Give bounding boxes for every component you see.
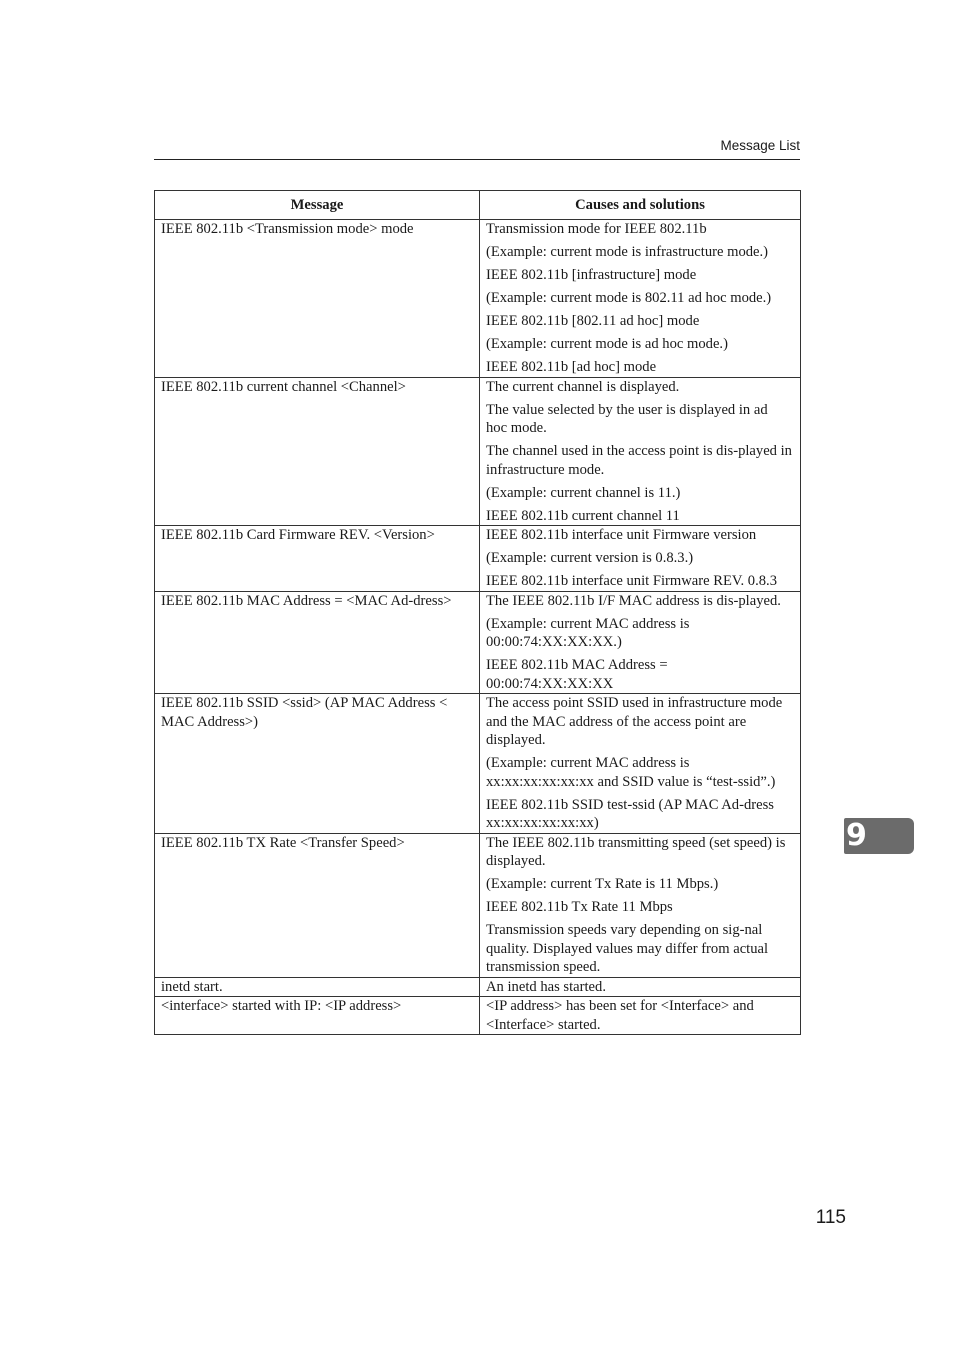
running-header: Message List	[720, 138, 800, 153]
message-table	[154, 190, 801, 1035]
message-cell: inetd start.	[155, 977, 480, 997]
column-header-message: Message	[155, 191, 480, 220]
cause-line: The current channel is displayed.	[486, 378, 680, 395]
table-row	[155, 694, 801, 834]
cause-line: The IEEE 802.11b transmitting speed (set speed) is displayed.	[486, 834, 786, 869]
cause-line: The channel used in the access point is dis-played in infrastructure mode.	[486, 443, 792, 478]
chapter-tab: 9	[844, 818, 914, 854]
causes-cell	[480, 694, 801, 834]
table-row	[155, 526, 801, 592]
cause-line: <IP address> has been set for <Interface> and <Interface> started.	[486, 998, 754, 1033]
table-row	[155, 977, 801, 997]
cause-line: IEEE 802.11b current channel 11	[486, 507, 680, 524]
cause-line: IEEE 802.11b SSID test-ssid (AP MAC Ad-dress xx:xx:xx:xx:xx:xx)	[486, 796, 774, 831]
cause-line: The value selected by the user is displayed in ad hoc mode.	[486, 401, 768, 436]
causes-cell	[480, 377, 801, 526]
message-cell: IEEE 802.11b Card Firmware REV. <Version>	[155, 526, 480, 592]
cause-line: IEEE 802.11b interface unit Firmware version	[486, 527, 757, 543]
causes-cell	[480, 591, 801, 694]
cause-line: (Example: current version is 0.8.3.)	[486, 550, 694, 566]
cause-line: (Example: current mode is 802.11 ad hoc mode.)	[486, 290, 772, 306]
message-cell: IEEE 802.11b SSID <ssid> (AP MAC Address < MAC Address>)	[155, 694, 480, 834]
message-cell: IEEE 802.11b TX Rate <Transfer Speed>	[155, 833, 480, 977]
message-cell: IEEE 802.11b current channel <Channel>	[155, 377, 480, 526]
message-cell: <interface> started with IP: <IP address>	[155, 997, 480, 1035]
cause-line: IEEE 802.11b MAC Address = 00:00:74:XX:XX:XX	[486, 657, 668, 692]
cause-line: (Example: current mode is infrastructure mode.)	[486, 244, 769, 260]
cause-line: (Example: current MAC address is xx:xx:xx:xx:xx:xx and SSID value is “test-ssid”.)	[486, 755, 776, 790]
causes-cell	[480, 526, 801, 592]
message-cell: IEEE 802.11b <Transmission mode> mode	[155, 220, 480, 378]
table-body	[155, 220, 801, 1035]
cause-line: The access point SSID used in infrastructure mode and the MAC address of the access point are displayed.	[486, 695, 783, 748]
cause-line: (Example: current channel is 11.)	[486, 484, 681, 501]
table-header-row	[155, 191, 801, 220]
table-row	[155, 220, 801, 378]
column-header-causes: Causes and solutions	[480, 191, 801, 220]
cause-line: IEEE 802.11b Tx Rate 11 Mbps	[486, 899, 673, 915]
causes-cell	[480, 977, 801, 997]
cause-line: IEEE 802.11b [infrastructure] mode	[486, 267, 697, 283]
table-row	[155, 591, 801, 694]
message-cell: IEEE 802.11b MAC Address = <MAC Ad-dress>	[155, 591, 480, 694]
cause-line: (Example: current MAC address is 00:00:74:XX:XX:XX.)	[486, 615, 690, 650]
causes-cell	[480, 220, 801, 378]
table-row	[155, 997, 801, 1035]
cause-line: The IEEE 802.11b I/F MAC address is dis-played.	[486, 592, 781, 609]
cause-line: (Example: current mode is ad hoc mode.)	[486, 336, 728, 352]
causes-cell	[480, 997, 801, 1035]
cause-line: IEEE 802.11b [802.11 ad hoc] mode	[486, 313, 700, 329]
causes-cell	[480, 833, 801, 977]
cause-line: IEEE 802.11b [ad hoc] mode	[486, 359, 657, 375]
cause-line: An inetd has started.	[486, 978, 606, 995]
header-divider	[154, 159, 800, 160]
cause-line: (Example: current Tx Rate is 11 Mbps.)	[486, 876, 719, 892]
table-row	[155, 833, 801, 977]
message-table-container	[154, 190, 800, 1035]
page-number: 115	[815, 1207, 846, 1228]
cause-line: IEEE 802.11b interface unit Firmware REV. 0.8.3	[486, 573, 777, 589]
cause-line: Transmission mode for IEEE 802.11b	[486, 221, 707, 237]
table-row	[155, 377, 801, 526]
cause-line: Transmission speeds vary depending on sig-nal quality. Displayed values may differ from actual transmission speed.	[486, 922, 769, 975]
